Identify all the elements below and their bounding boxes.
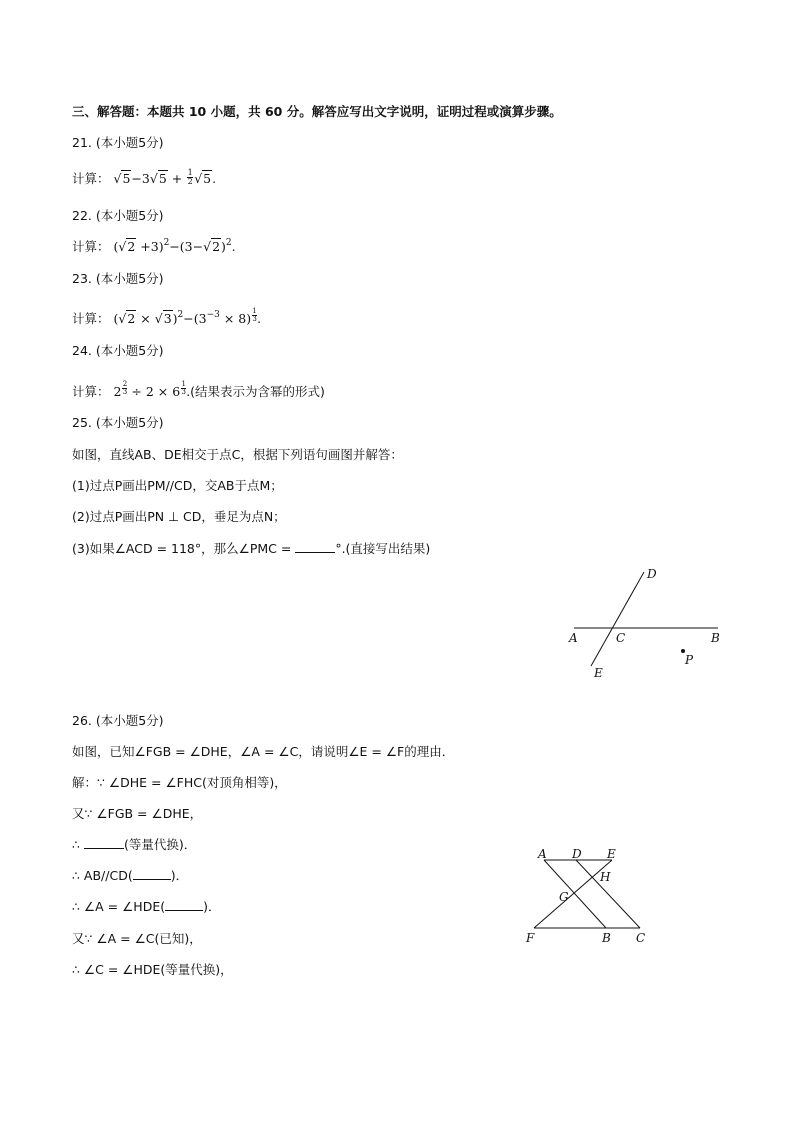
q26-step4: ∴ AB//CD( )． — [72, 868, 189, 883]
q25-intro: 如图，直线AB、DE相交于点C，根据下列语句画图并解答： — [72, 447, 403, 462]
q25-figure — [560, 560, 735, 685]
q26-step3: ∴ (等量代换)． — [72, 837, 197, 852]
q22-prefix: 计算： — [72, 239, 110, 254]
label-d: D — [572, 847, 582, 861]
label-c: C — [616, 631, 626, 645]
q25-part3: (3)如果∠ACD = 118°，那么∠PMC = °.(直接写出结果) — [72, 541, 431, 556]
label-b: B — [602, 931, 611, 945]
q21-math: √5−3√5 + $\frac{1}{2}$ √5. — [113, 168, 217, 186]
label-b: B — [711, 631, 720, 645]
q26-intro: 如图，已知∠FGB = ∠DHE，∠A = ∠C，请说明∠E = ∠F的理由． — [72, 744, 455, 759]
q21-expression — [72, 170, 216, 188]
q26-number: 26. (本小题5分) — [72, 713, 164, 728]
q23-expression — [72, 307, 262, 333]
q26-step2: 又∵ ∠FGB = ∠DHE， — [72, 806, 203, 821]
q21-prefix: 计算： — [72, 171, 110, 186]
q26-step7: ∴ ∠C = ∠HDE(等量代换)， — [72, 962, 233, 977]
q22-math: $(√2 +3)^2-(3-√2)^2$. — [113, 238, 236, 254]
label-f: F — [526, 931, 535, 945]
q24-number: 24. (本小题5分) — [72, 343, 164, 358]
q26-step6: 又∵ ∠A = ∠C(已知)， — [72, 931, 202, 946]
q23-math: $(√2 \times √3)^2-(3^{-3} \times 8)$ $\frac{1}{3}$ . — [113, 307, 262, 326]
q25-part2: (2)过点P画出PN ⊥ CD，垂足为点N； — [72, 509, 286, 524]
label-g: G — [559, 890, 569, 904]
q24-prefix: 计算： — [72, 384, 110, 399]
q24-math: 2 $\frac{2}{3}$ ÷ 2 × 6 $\frac{1}{3}$ — [113, 380, 186, 399]
q26-figure — [520, 840, 660, 950]
q21-number: 21. (本小题5分) — [72, 135, 164, 150]
q22-expression — [72, 238, 236, 258]
line-de — [591, 572, 644, 666]
q22-number: 22. (本小题5分) — [72, 208, 164, 223]
q24-suffix: .(结果表示为含幂的形式) — [186, 384, 325, 399]
q25-number: 25. (本小题5分) — [72, 415, 164, 430]
label-e: E — [594, 666, 603, 680]
q26-step5: ∴ ∠A = ∠HDE( )． — [72, 899, 221, 914]
answer-blank[interactable] — [165, 898, 203, 911]
label-e: E — [607, 847, 616, 861]
answer-blank[interactable] — [84, 836, 124, 849]
q26-step1: 解：∵ ∠DHE = ∠FHC(对顶角相等)， — [72, 775, 287, 790]
segment-ab — [544, 860, 606, 928]
label-c: C — [636, 931, 646, 945]
label-a: A — [569, 631, 578, 645]
q25-part1: (1)过点P画出PM//CD，交AB于点M； — [72, 478, 283, 493]
label-p: P — [685, 653, 694, 667]
label-a: A — [538, 847, 547, 861]
label-h: H — [600, 870, 611, 884]
q23-prefix: 计算： — [72, 311, 110, 326]
answer-blank[interactable] — [133, 867, 171, 880]
label-d: D — [647, 567, 657, 581]
q23-number: 23. (本小题5分) — [72, 271, 164, 286]
q24-expression — [72, 380, 325, 406]
section-header: 三、解答题：本题共 10 小题，共 60 分。解答应写出文字说明，证明过程或演算步骤。 — [72, 104, 562, 119]
answer-blank[interactable] — [295, 540, 335, 553]
